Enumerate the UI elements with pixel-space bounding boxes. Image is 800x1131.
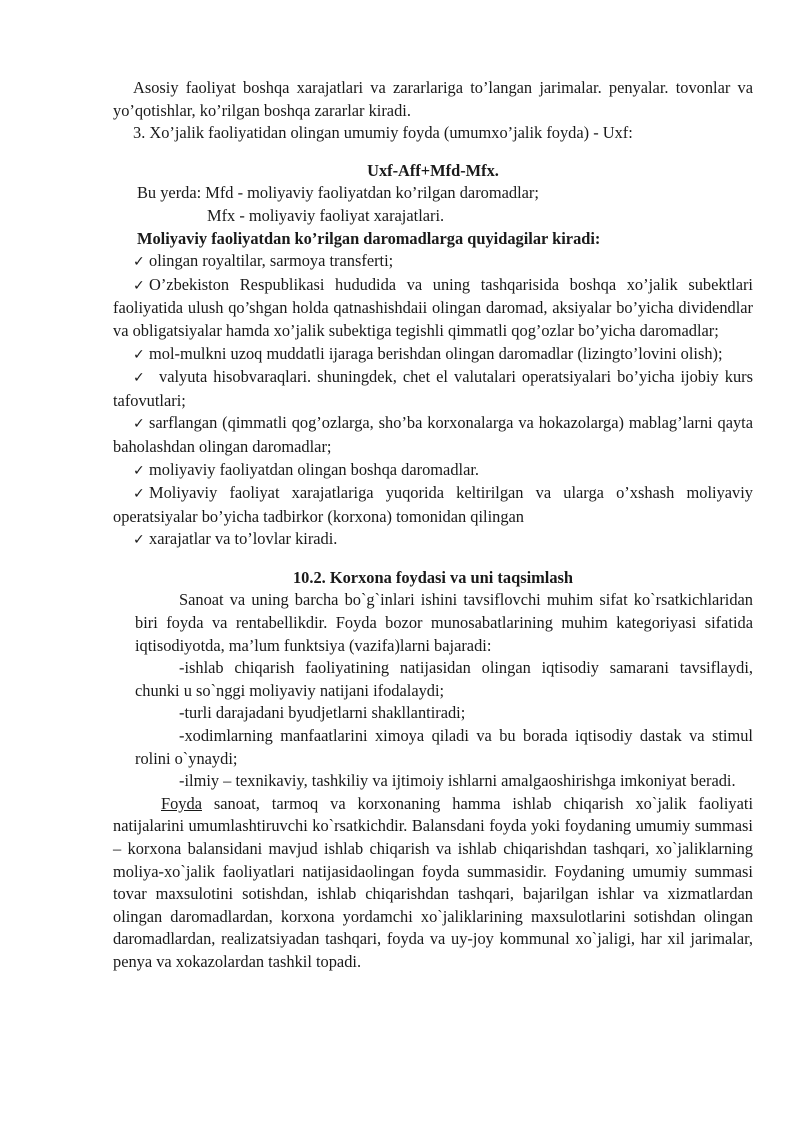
list-item: ✓ mol-mulkni uzoq muddatli ijaraga berishdan olingan daromadlar (lizingto’lovini olish); — [113, 343, 753, 367]
checkmark-icon: ✓ — [133, 277, 145, 294]
list-item: ✓ xarajatlar va to’lovlar kiradi. — [113, 528, 753, 552]
paragraph-fines: Asosiy faoliyat boshqa xarajatlari va zararlariga to’langan jarimalar. penyalar. tovonlar va yo’qotishlar, ko’rilgan boshqa zararlar kiradi. — [113, 78, 753, 120]
list-item: ✓ Moliyaviy faoliyat xarajatlariga yuqorida keltirilgan va ularga o’xshash moliyaviy operatsiyalar bo’yicha tadbirkor (korxona) tomonidan qilingan — [113, 483, 753, 526]
section-title: 10.2. Korxona foydasi va uni taqsimlash — [292, 567, 574, 587]
function-item: -xodimlarning manfaatlarini ximoya qiladi va bu borada iqtisodiy dastak va stimul rolini o`ynaydi; — [135, 726, 753, 768]
list-heading: Moliyaviy faoliyatdan ko’rilgan daromadlarga quyidagilar kiradi: — [137, 228, 601, 248]
document-page — [113, 77, 753, 974]
checkmark-icon: ✓ — [133, 346, 145, 363]
foyda-term: Foyda — [161, 793, 202, 813]
checkmark-icon: ✓ — [133, 416, 145, 433]
function-item: -ishlab chiqarish faoliyatining natijasidan olingan iqtisodiy samarani tavsiflaydi, chunki u so`nggi moliyaviy natijani ifodalaydi; — [135, 658, 753, 700]
function-item: -turli darajadani byudjetlarni shakllantiradi; — [179, 703, 466, 723]
checkmark-icon: ✓ — [133, 486, 145, 503]
income-checklist — [113, 250, 753, 552]
definition-mfd: Bu yerda: Mfd - moliyaviy faoliyatdan ko’rilgan daromadlar; — [137, 183, 539, 203]
checkmark-icon: ✓ — [133, 462, 145, 479]
checkmark-icon: ✓ — [133, 254, 145, 271]
checkmark-icon: ✓ — [133, 370, 145, 387]
list-item: ✓ O’zbekiston Respublikasi hududida va uning tashqarisida boshqa xo’jalik subektlari faoliyatida ulush qo’shgan holda qatnashishdaii olingan daromad, aksiyalar bo’yicha dividendlar va obligatsiyalar hamda xo’jalik subektiga tegishli qimmatli qog’ozlar bo’yicha daromadlar; — [113, 274, 753, 340]
section-intro: Sanoat va uning barcha bo`g`inlari ishini tavsiflovchi muhim sifat ko`rsatkichlaridan biri foyda va rentabellikdir. Foyda bozor munosabatlarining muhim kategoriyasi sifatida iqtisodiyotda, ma’lum funktsiya (vazifa)larni bajaradi: — [135, 590, 753, 655]
list-item: ✓ moliyaviy faoliyatdan olingan boshqa daromadlar. — [113, 459, 753, 483]
paragraph-foyda-definition: Foyda sanoat, tarmoq va korxonaning hamma ishlab chiqarish xo`jalik faoliyati natijalarini umumlashtiruvchi ko`rsatkichdir. Balansdani foyda yoki foydaning umumiy summasi – korxona balansidani mavjud ishlab chiqarish va ishlab chiqarishdan tashqari, xo`jaliklarning moliya-xo`jalik faoliyatlari natijasidaolingan foyda summasidir. Foydaning umumiy summasi tovar maxsulotini sotishdan, ishlab chiqarishdan tashqari, bajarilgan ishlar va xizmatlardan olingan daromadlardan, korxona yordamchi xo`jaliklarining maxsulotlarini sotishdan olingan daromadlardan, realizatsiyadan tashqari, foyda va uy-joy kommunal xo`jaligi, har xil jarimalar, penya va xokazolardan tashkil topadi. — [113, 793, 753, 971]
checkmark-icon: ✓ — [133, 532, 145, 549]
list-item: ✓ olingan royaltilar, sarmoya transferti; — [113, 250, 753, 274]
paragraph-total-profit: 3. Xo’jalik faoliyatidan olingan umumiy foyda (umumxo’jalik foyda) - Uxf: — [133, 123, 633, 143]
function-item: -ilmiy – texnikaviy, tashkiliy va ijtimoiy ishlarni amalgaoshirishga imkoniyat beradi. — [179, 771, 736, 791]
definition-mfx: Mfx - moliyaviy faoliyat xarajatlari. — [207, 205, 445, 225]
list-item: ✓ sarflangan (qimmatli qog’ozlarga, sho’ba korxonalarga va hokazolarga) mablag’larni qayta baholashdan olingan daromadlar; — [113, 413, 753, 456]
list-item: ✓ valyuta hisobvaraqlari. shuningdek, chet el valutalari operatsiyalari bo’yicha ijobiy kurs tafovutlari; — [113, 367, 753, 410]
section-body — [113, 589, 753, 792]
formula: Uxf-Aff+Mfd-Mfx. — [367, 160, 499, 180]
